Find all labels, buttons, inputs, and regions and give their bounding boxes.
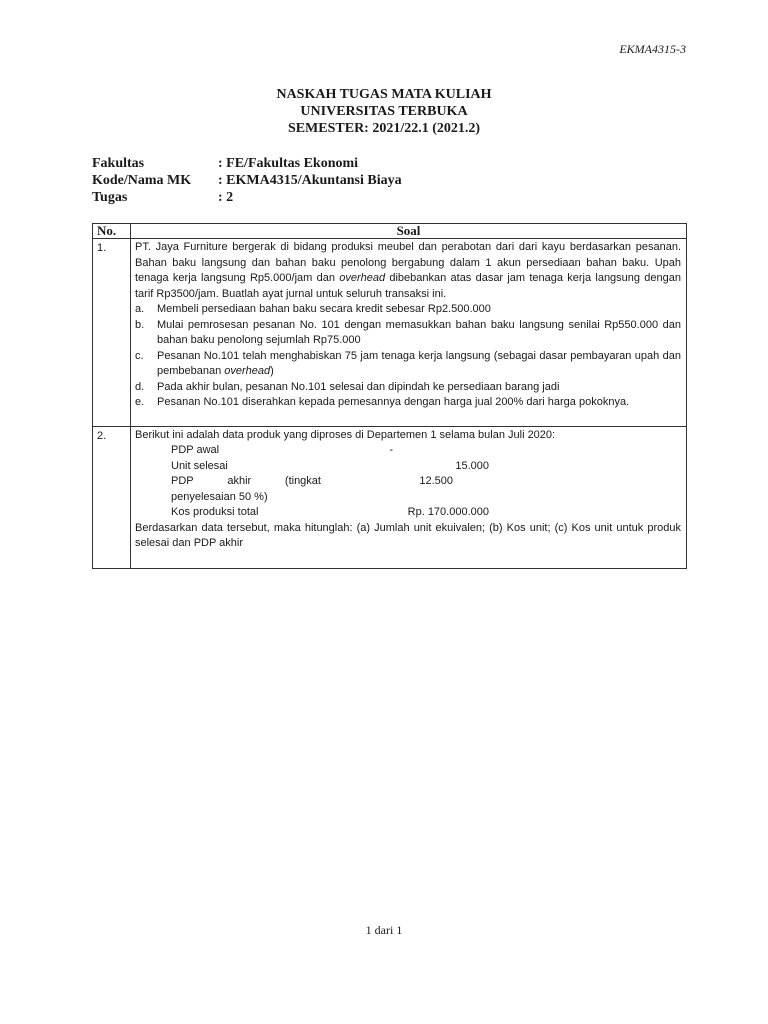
item-text: Pada akhir bulan, pesanan No.101 selesai dan dipindah ke persediaan barang jadi	[157, 380, 560, 393]
data-row-pdp-awal	[135, 443, 681, 459]
data-row-kos-produksi	[135, 505, 681, 521]
item-marker: d.	[135, 380, 145, 393]
meta-row-tugas	[92, 189, 402, 206]
data-row-pdp-akhir	[135, 474, 681, 490]
document-title	[0, 86, 768, 137]
table-header-row	[93, 224, 687, 239]
intro-emphasis: overhead	[339, 272, 386, 284]
header-no: No.	[93, 224, 131, 239]
meta-label: Fakultas	[92, 156, 145, 171]
title-line-2: UNIVERSITAS TERBUKA	[300, 104, 468, 119]
data-value: 15.000	[455, 459, 489, 472]
item-marker: c.	[135, 349, 144, 362]
item-marker: b.	[135, 318, 145, 331]
meta-value: : 2	[218, 190, 234, 205]
data-value: 12.500	[419, 475, 453, 487]
item-text-wrap	[157, 349, 681, 380]
item-text: Pesanan No.101 telah menghabiskan 75 jam tenaga kerja langsung (sebagai dasar pembayaran upah dan pembebanan	[157, 349, 681, 377]
title-line-1: NASKAH TUGAS MATA KULIAH	[276, 87, 492, 102]
item-marker: a.	[135, 303, 145, 315]
question-intro: Berikut ini adalah data produk yang diproses di Departemen 1 selama bulan Juli 2020:	[135, 428, 556, 441]
meta-value: : FE/Fakultas Ekonomi	[218, 156, 359, 171]
question-intro	[135, 240, 681, 302]
label-word: PDP	[171, 475, 194, 487]
list-item	[135, 302, 681, 318]
item-emphasis: overhead	[224, 365, 271, 377]
data-value: -	[389, 444, 393, 456]
page-number: 1 dari 1	[365, 923, 403, 937]
item-text: )	[270, 365, 274, 377]
data-label: Kos produksi total	[171, 506, 259, 518]
question-number: 2.	[93, 426, 131, 568]
meta-value: : EKMA4315/Akuntansi Biaya	[218, 173, 402, 188]
header-soal: Soal	[131, 224, 687, 239]
intro-text: PT. Jaya Furniture bergerak di bidang produksi meubel dan perabotan dari dari kayu berdasarkan pesanan. Bahan baku langsung dan bahan baku penolong bergabung dalam 1 akun persediaan bahan baku. Upah tenaga kerja langsung Rp5.000/jam dan	[135, 241, 681, 284]
item-marker: e.	[135, 396, 145, 408]
item-text: Pesanan No.101 diserahkan kepada pemesannya dengan harga jual 200% dari harga pokoknya.	[157, 396, 630, 408]
question-content	[131, 426, 687, 568]
question-row-1	[93, 239, 687, 427]
list-item	[135, 318, 681, 349]
item-text: Mulai pemrosesan pesanan No. 101 dengan memasukkan bahan baku langsung senilai Rp550.000 dan bahan baku penolong sejumlah Rp75.000	[157, 318, 681, 346]
meta-label: Tugas	[92, 190, 128, 205]
data-label: Unit selesai	[171, 459, 228, 472]
title-line-3: SEMESTER: 2021/22.1 (2021.2)	[287, 121, 481, 136]
document-code: EKMA4315-3	[619, 42, 686, 56]
question-row-2	[93, 426, 687, 568]
assignment-table	[92, 223, 687, 569]
list-item	[135, 395, 681, 425]
data-label	[135, 474, 321, 490]
intro-text: dibebankan atas dasar jam tenaga kerja langsung dengan tarif Rp3500/jam. Buatlah ayat jurnal untuk seluruh transaksi ini.	[135, 272, 682, 300]
list-item	[135, 380, 681, 396]
label-word: (tingkat	[284, 475, 321, 487]
item-text: Membeli persediaan bahan baku secara kredit sebesar Rp2.500.000	[157, 303, 491, 315]
data-label: PDP awal	[171, 444, 220, 456]
list-item	[135, 349, 681, 380]
data-value: Rp. 170.000.000	[407, 506, 489, 518]
data-row-unit-selesai	[135, 459, 681, 475]
course-meta	[92, 155, 402, 206]
question-content	[131, 239, 687, 427]
meta-row-fakultas	[92, 155, 402, 172]
meta-label: Kode/Nama MK	[92, 173, 192, 188]
label-word: akhir	[227, 475, 252, 487]
question-number: 1.	[93, 239, 131, 427]
question-prompt: Berdasarkan data tersebut, maka hitunglah: (a) Jumlah unit ekuivalen; (b) Kos unit; (c) Kos unit untuk produk selesai dan PDP akhir	[135, 521, 681, 549]
data-label-continuation: penyelesaian 50 %)	[171, 490, 268, 503]
meta-row-kode	[92, 172, 402, 189]
